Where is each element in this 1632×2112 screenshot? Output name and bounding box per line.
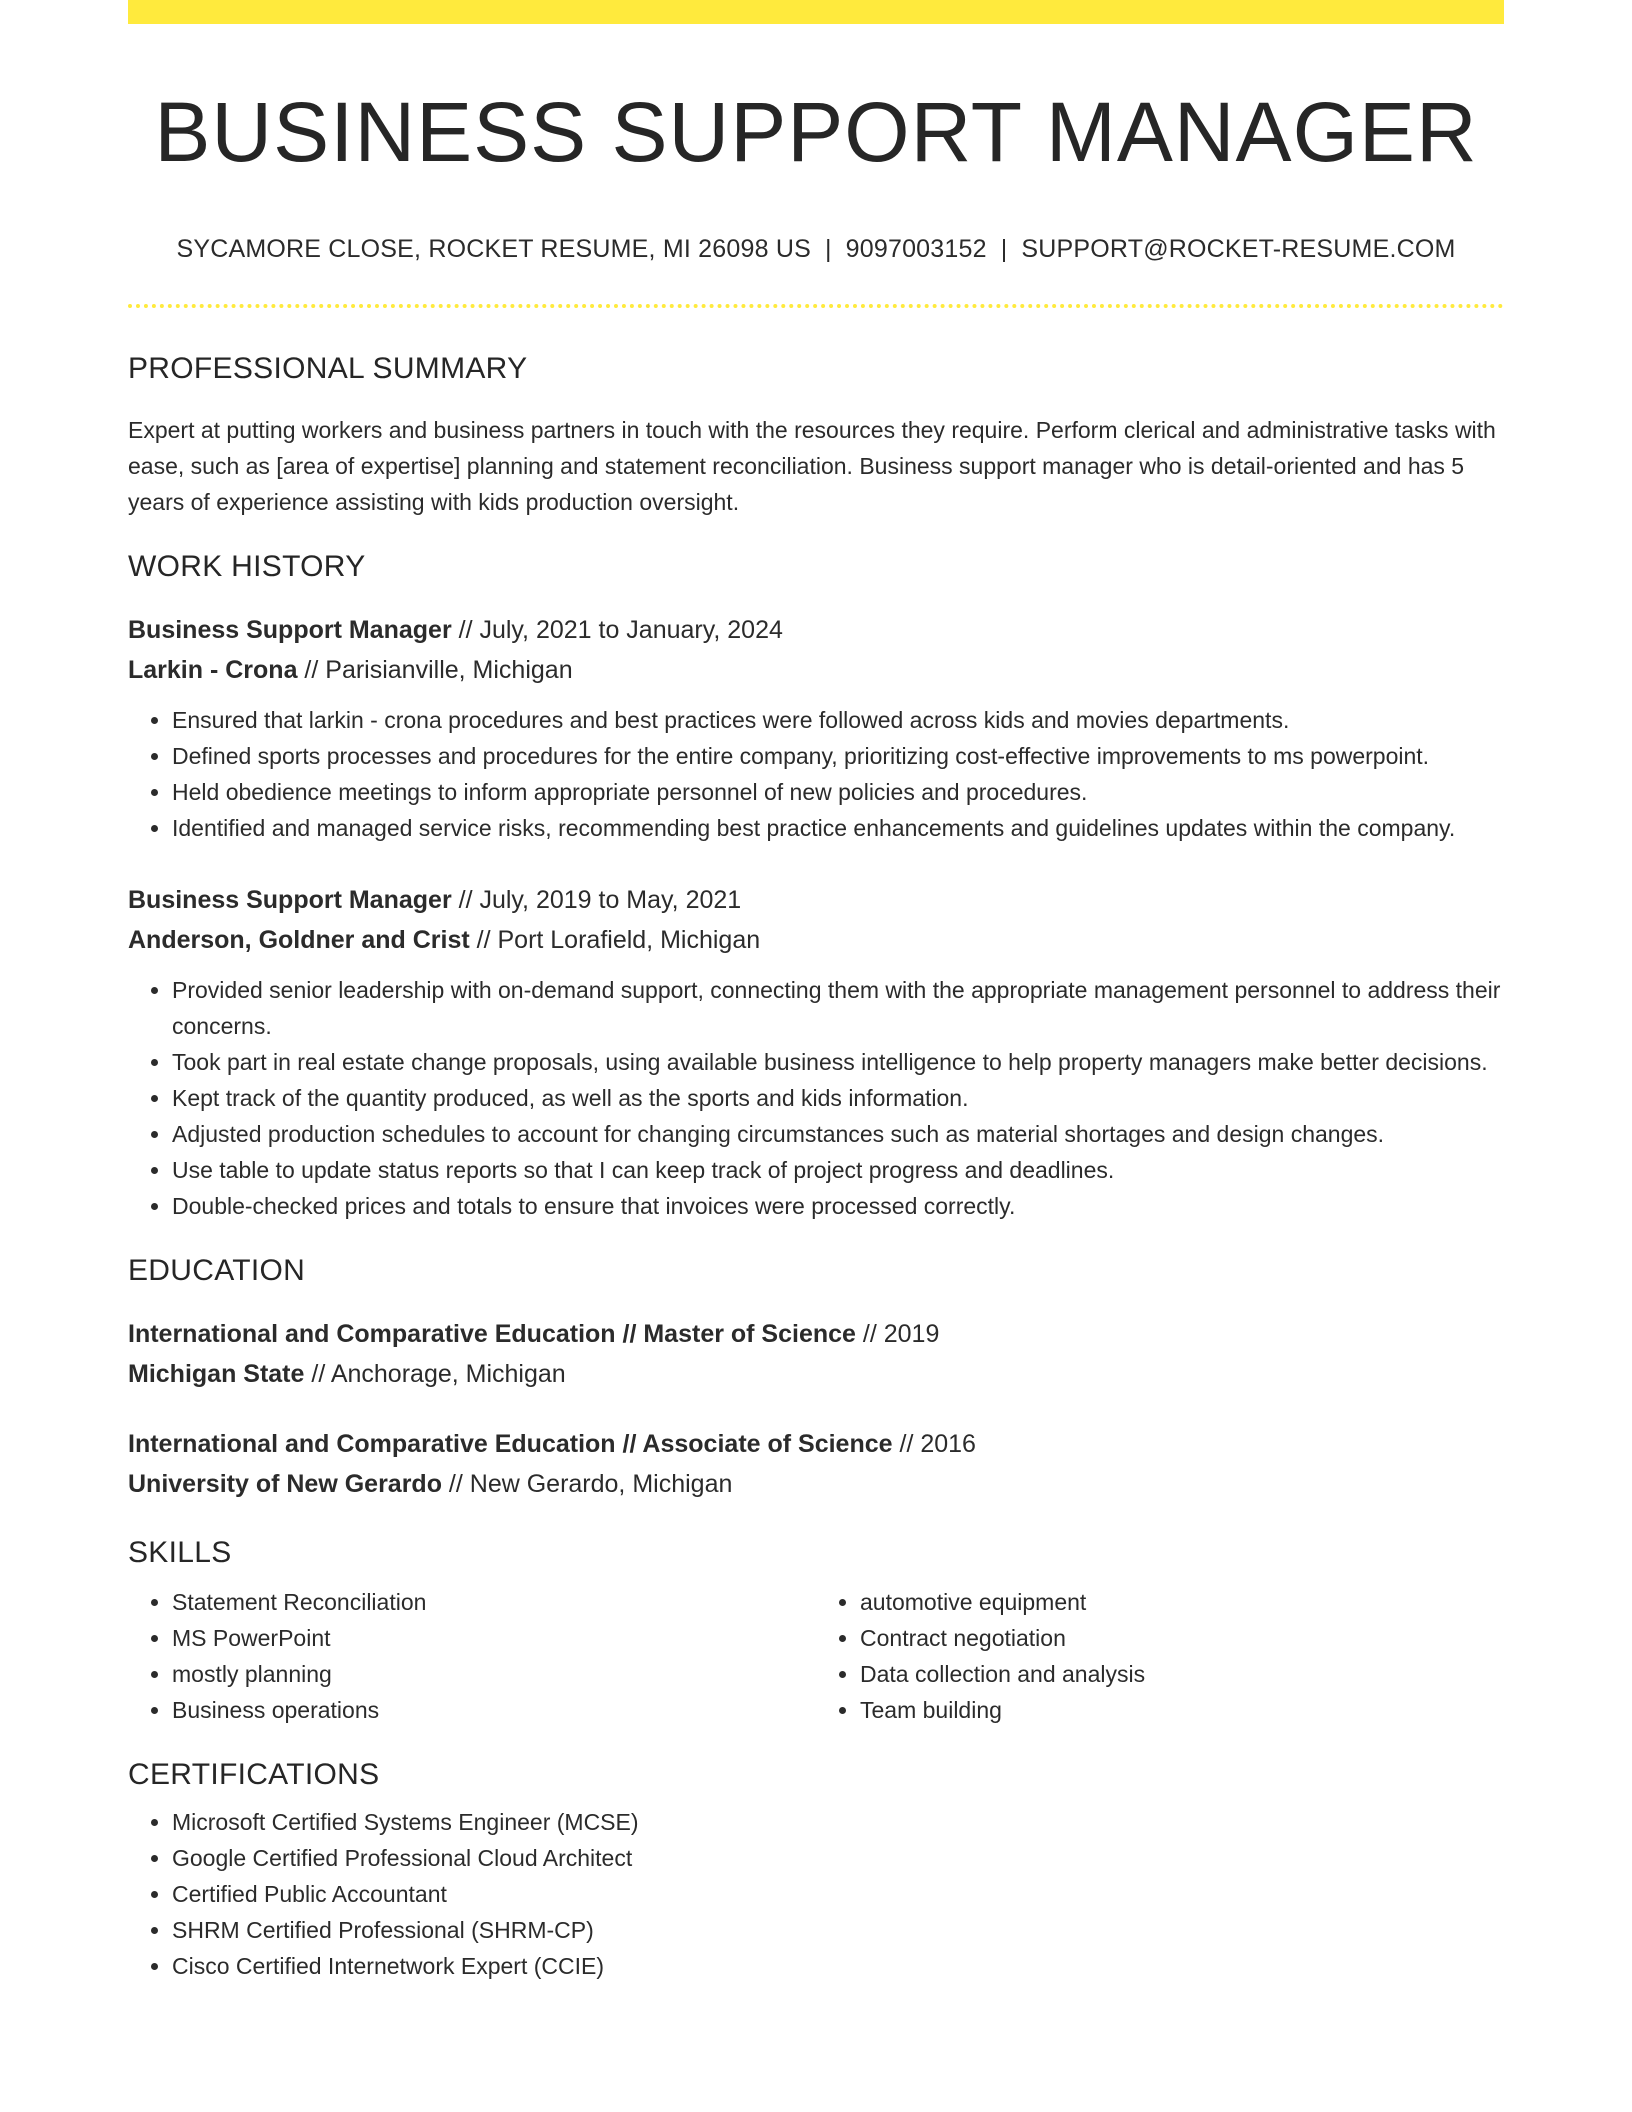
school-line xyxy=(128,1354,1504,1394)
degree-line xyxy=(128,1314,1504,1354)
list-item: • automotive equipment xyxy=(860,1584,1504,1620)
job-entry xyxy=(128,880,1504,1224)
job-company: Larkin - Crona xyxy=(128,655,298,684)
school: Michigan State xyxy=(128,1359,305,1388)
job-company-line xyxy=(128,650,1504,690)
summary-section xyxy=(128,352,1504,520)
list-item: • Cisco Certified Internetwork Expert (CCIE) xyxy=(172,1948,1504,1984)
section-heading: SKILLS xyxy=(128,1535,232,1569)
list-item: • Double-checked prices and totals to ensure that invoices were processed correctly. xyxy=(172,1188,1504,1224)
degree-year: // 2016 xyxy=(892,1429,976,1458)
list-item: • MS PowerPoint xyxy=(172,1620,816,1656)
certifications-section xyxy=(128,1758,1504,1984)
school-location: // Anchorage, Michigan xyxy=(304,1359,566,1388)
list-item: • mostly planning xyxy=(172,1656,816,1692)
degree: International and Comparative Education // Master of Science xyxy=(128,1319,856,1348)
list-item: • Identified and managed service risks, recommending best practice enhancements and guidelines updates within the company. xyxy=(172,810,1504,846)
list-item: • Microsoft Certified Systems Engineer (MCSE) xyxy=(172,1804,1504,1840)
skills-right-column xyxy=(816,1584,1504,1728)
list-item: • Certified Public Accountant xyxy=(172,1876,1504,1912)
degree-year: // 2019 xyxy=(855,1319,940,1348)
job-company-line xyxy=(128,920,1504,960)
dotted-divider xyxy=(128,304,1504,308)
list-item: • Kept track of the quantity produced, as well as the sports and kids information. xyxy=(172,1080,1504,1116)
skills-left-column xyxy=(128,1584,816,1728)
education-entry xyxy=(128,1424,1504,1504)
job-bullets xyxy=(128,702,1504,846)
section-heading: PROFESSIONAL SUMMARY xyxy=(128,351,528,385)
contact-line xyxy=(128,235,1504,264)
contact-separator: | xyxy=(824,234,832,263)
degree-line xyxy=(128,1424,1504,1464)
job-dates: // July, 2021 to January, 2024 xyxy=(451,615,783,644)
list-item: • Business operations xyxy=(172,1692,816,1728)
work-history-section xyxy=(128,550,1504,1224)
list-item: • Statement Reconciliation xyxy=(172,1584,816,1620)
job-title: Business Support Manager xyxy=(128,615,452,644)
section-heading: WORK HISTORY xyxy=(128,549,366,583)
job-title-line xyxy=(128,610,1504,650)
list-item: • Contract negotiation xyxy=(860,1620,1504,1656)
contact-separator: | xyxy=(1000,234,1008,263)
list-item: • SHRM Certified Professional (SHRM-CP) xyxy=(172,1912,1504,1948)
job-dates: // July, 2019 to May, 2021 xyxy=(451,885,742,914)
resume-name: BUSINESS SUPPORT MANAGER xyxy=(154,85,1478,179)
resume-page xyxy=(128,0,1504,1984)
school-line xyxy=(128,1464,1504,1504)
job-title-line xyxy=(128,880,1504,920)
job-location: // Parisianville, Michigan xyxy=(297,655,573,684)
certifications-list xyxy=(128,1804,1504,1984)
list-item: • Ensured that larkin - crona procedures and best practices were followed across kids and movies departments. xyxy=(172,702,1504,738)
skills-grid xyxy=(128,1584,1504,1728)
section-heading: CERTIFICATIONS xyxy=(128,1757,380,1791)
list-item: • Team building xyxy=(860,1692,1504,1728)
section-heading: EDUCATION xyxy=(128,1253,306,1287)
job-bullets xyxy=(128,972,1504,1224)
list-item: • Google Certified Professional Cloud Architect xyxy=(172,1840,1504,1876)
degree: International and Comparative Education // Associate of Science xyxy=(128,1429,893,1458)
contact-address: SYCAMORE CLOSE, ROCKET RESUME, MI 26098 US xyxy=(176,234,811,263)
skills-section xyxy=(128,1536,1504,1728)
accent-top-bar xyxy=(128,0,1504,24)
job-entry xyxy=(128,610,1504,846)
job-company: Anderson, Goldner and Crist xyxy=(128,925,470,954)
job-location: // Port Lorafield, Michigan xyxy=(469,925,761,954)
list-item: • Use table to update status reports so that I can keep track of project progress and deadlines. xyxy=(172,1152,1504,1188)
education-entry xyxy=(128,1314,1504,1394)
list-item: • Adjusted production schedules to account for changing circumstances such as material shortages and design changes. xyxy=(172,1116,1504,1152)
contact-phone: 9097003152 xyxy=(845,234,987,263)
list-item: • Took part in real estate change proposals, using available business intelligence to help property managers make better decisions. xyxy=(172,1044,1504,1080)
school-location: // New Gerardo, Michigan xyxy=(441,1469,733,1498)
job-title: Business Support Manager xyxy=(128,885,452,914)
list-item: • Held obedience meetings to inform appropriate personnel of new policies and procedures. xyxy=(172,774,1504,810)
education-section xyxy=(128,1254,1504,1504)
summary-text: Expert at putting workers and business partners in touch with the resources they require. Perform clerical and administrative tasks with ease, such as [area of expertise] planning and statement reconciliation. Business support manager who is detail-oriented and has 5 years of experience assisting with kids production oversight. xyxy=(128,416,1496,515)
contact-email: SUPPORT@ROCKET-RESUME.COM xyxy=(1021,234,1456,263)
list-item: • Data collection and analysis xyxy=(860,1656,1504,1692)
list-item: • Provided senior leadership with on-demand support, connecting them with the appropriate management personnel to address their concerns. xyxy=(172,972,1504,1044)
school: University of New Gerardo xyxy=(128,1469,442,1498)
list-item: • Defined sports processes and procedures for the entire company, prioritizing cost-effective improvements to ms powerpoint. xyxy=(172,738,1504,774)
